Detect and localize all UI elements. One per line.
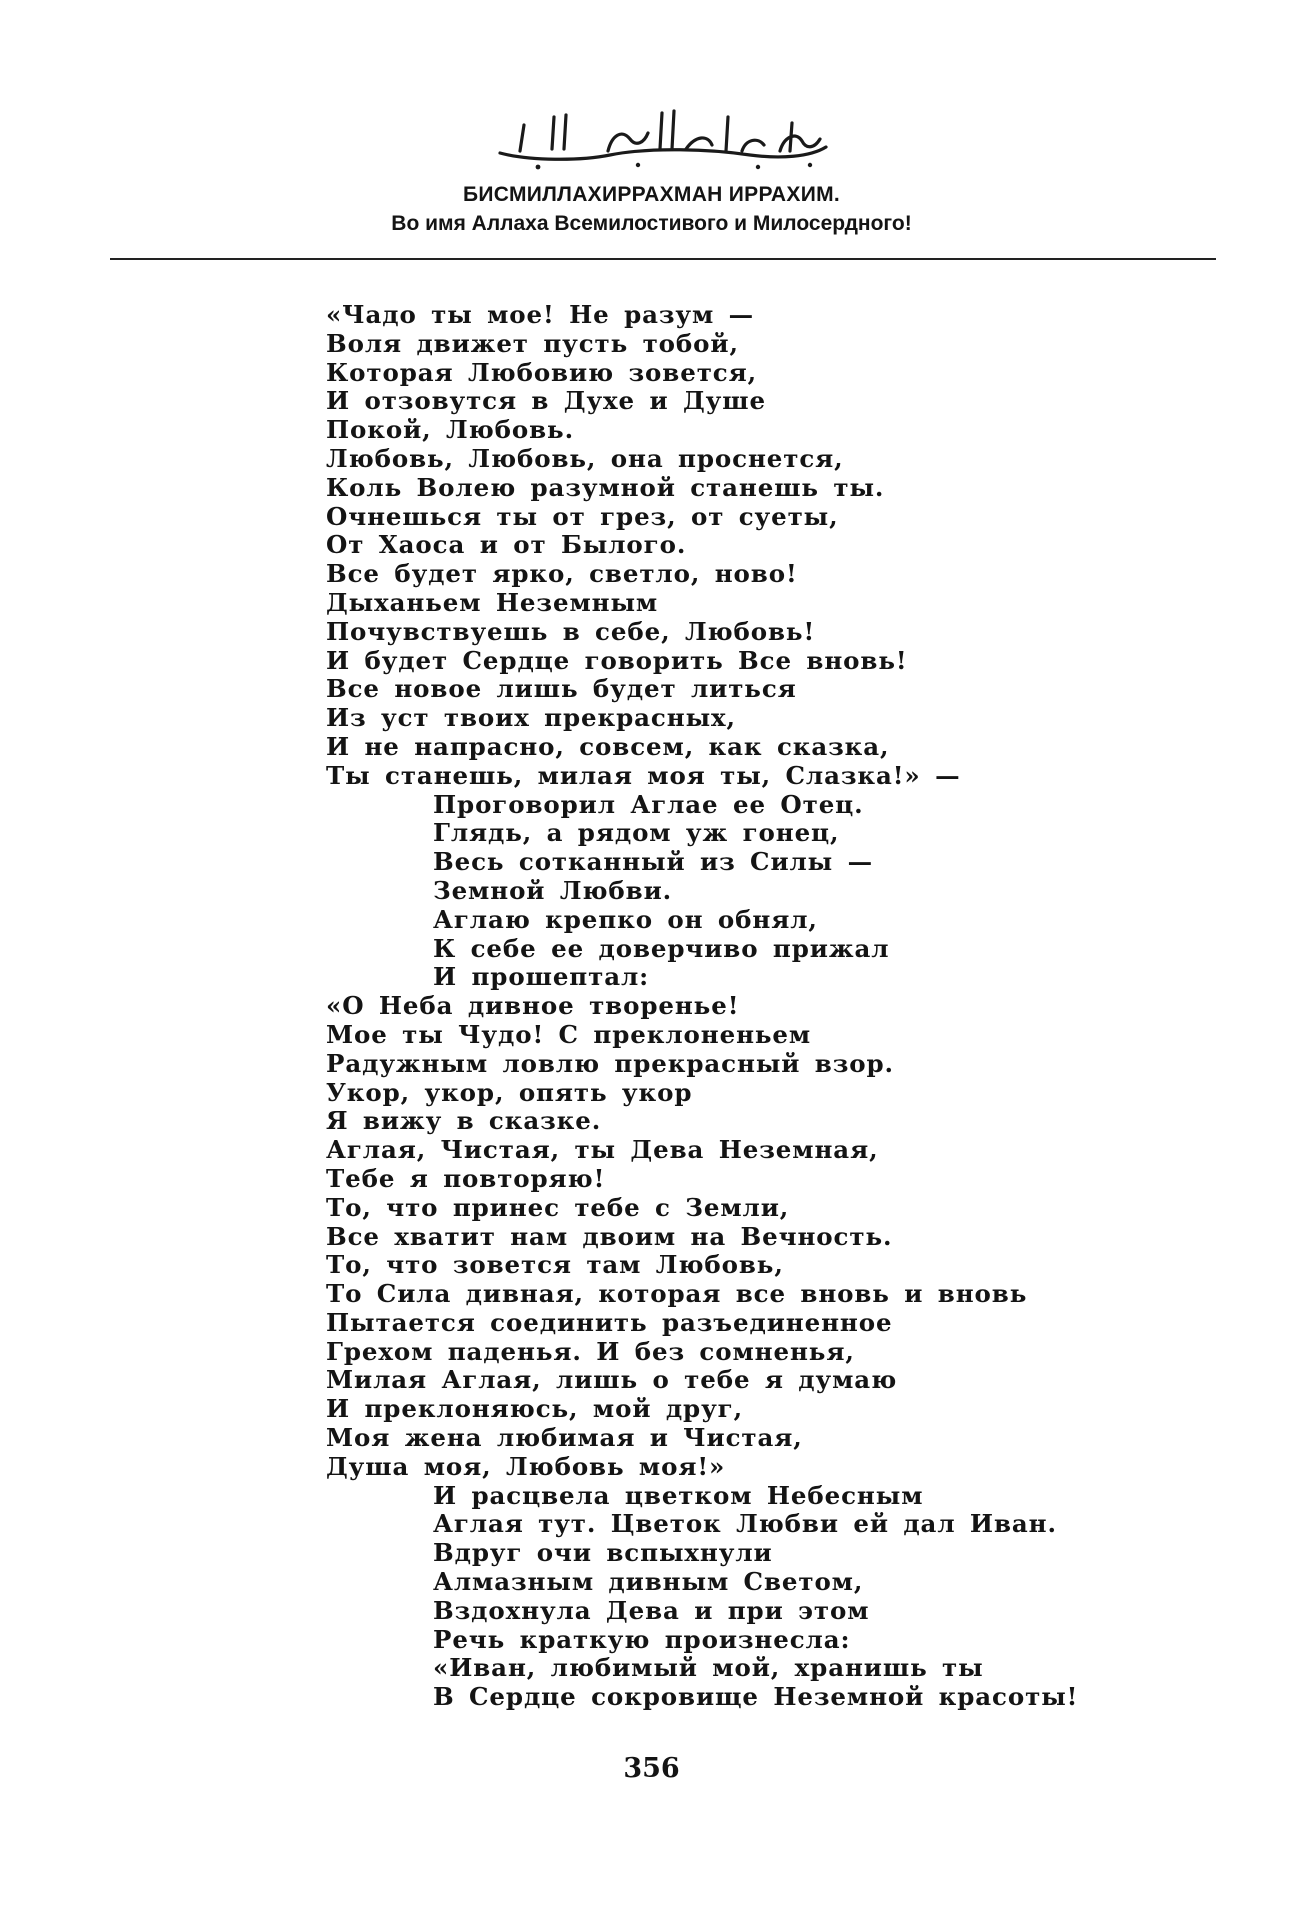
poem-line: Все новое лишь будет литься	[326, 674, 797, 704]
poem-line: От Хаоса и от Былого.	[326, 530, 687, 560]
poem-line: И не напрасно, совсем, как сказка,	[326, 731, 890, 761]
poem-line: То, что зовется там Любовь,	[326, 1250, 784, 1280]
poem-line: Земной Любви.	[433, 875, 673, 905]
poem-line: Вздохнула Дева и при этом	[433, 1595, 870, 1625]
poem-line: И отзовутся в Духе и Душе	[326, 386, 766, 416]
poem-line: Проговорил Аглае ее Отец.	[433, 789, 864, 819]
poem-line: Все хватит нам двоим на Вечность.	[326, 1221, 893, 1251]
bismillah-calligraphy	[490, 95, 835, 177]
poem-line: То, что принес тебе с Земли,	[326, 1192, 790, 1222]
poem-line: Алмазным дивным Светом,	[433, 1567, 864, 1597]
poem-line: Очнешься ты от грез, от суеты,	[326, 501, 839, 531]
poem-line: Глядь, а рядом уж гонец,	[433, 818, 840, 848]
poem-line: Милая Аглая, лишь о тебе я думаю	[326, 1365, 898, 1395]
poem-line: Речь краткую произнесла:	[433, 1624, 851, 1654]
poem-line: Мое ты Чудо! С преклоненьем	[326, 1019, 812, 1049]
poem-line: Дыханьем Неземным	[326, 587, 659, 617]
poem-line: Из уст твоих прекрасных,	[326, 703, 736, 733]
basmala-translation: Во имя Аллаха Всемилостивого и Милосердного!	[391, 212, 912, 235]
poem-line: И преклоняюсь, мой друг,	[326, 1394, 744, 1424]
poem-body	[326, 301, 1126, 1712]
poem-line: Любовь, Любовь, она проснется,	[326, 443, 844, 473]
poem-line: Аглая тут. Цветок Любви ей дал Иван.	[433, 1509, 1057, 1539]
poem-line: В Сердце сокровище Неземной красоты!	[433, 1682, 1079, 1712]
poem-line: К себе ее доверчиво прижал	[433, 933, 890, 963]
poem-line: Укор, укор, опять укор	[326, 1077, 693, 1107]
poem-line: Ты станешь, милая моя ты, Слазка!» —	[326, 760, 961, 790]
poem-line: Радужным ловлю прекрасный взор.	[326, 1048, 894, 1078]
page-number: 356	[623, 1753, 680, 1784]
poem-line: Моя жена любимая и Чистая,	[326, 1423, 803, 1453]
poem-line: «О Неба дивное творенье!	[326, 991, 740, 1021]
poem-line: И будет Сердце говорить Все вновь!	[326, 645, 908, 675]
header-divider	[110, 258, 1216, 260]
poem-line: Аглаю крепко он обнял,	[433, 904, 818, 934]
poem-line: Пытается соединить разъединенное	[326, 1307, 893, 1337]
poem-line: Все будет ярко, светло, ново!	[326, 559, 798, 589]
poem-line: Покой, Любовь.	[326, 415, 574, 445]
poem-line: Почувствуешь в себе, Любовь!	[326, 616, 816, 646]
poem-line: «Чадо ты мое! Не разум —	[326, 300, 755, 329]
poem-line: Коль Волею разумной станешь ты.	[326, 472, 885, 502]
poem-line: Я вижу в сказке.	[326, 1106, 602, 1136]
poem-line: Тебе я повторяю!	[326, 1163, 606, 1193]
poem-line: Вдруг очи вспыхнули	[433, 1538, 773, 1568]
poem-line: Душа моя, Любовь моя!»	[326, 1451, 726, 1481]
poem-line: Воля движет пусть тобой,	[326, 328, 739, 358]
poem-line: Аглая, Чистая, ты Дева Неземная,	[326, 1135, 879, 1165]
poem-line: Весь сотканный из Силы —	[433, 847, 873, 877]
poem-line: И расцвела цветком Небесным	[433, 1480, 924, 1510]
basmala-title: БИСМИЛЛАХИРРАХМАН ИРРАХИМ.	[462, 183, 841, 206]
poem-line: То Сила дивная, которая все вновь и вновь	[326, 1279, 1028, 1309]
poem-line: Которая Любовию зовется,	[326, 357, 758, 387]
poem-line: И прошептал:	[433, 962, 650, 992]
poem-line: Грехом паденья. И без сомненья,	[326, 1336, 855, 1366]
poem-line: «Иван, любимый мой, хранишь ты	[433, 1653, 984, 1683]
